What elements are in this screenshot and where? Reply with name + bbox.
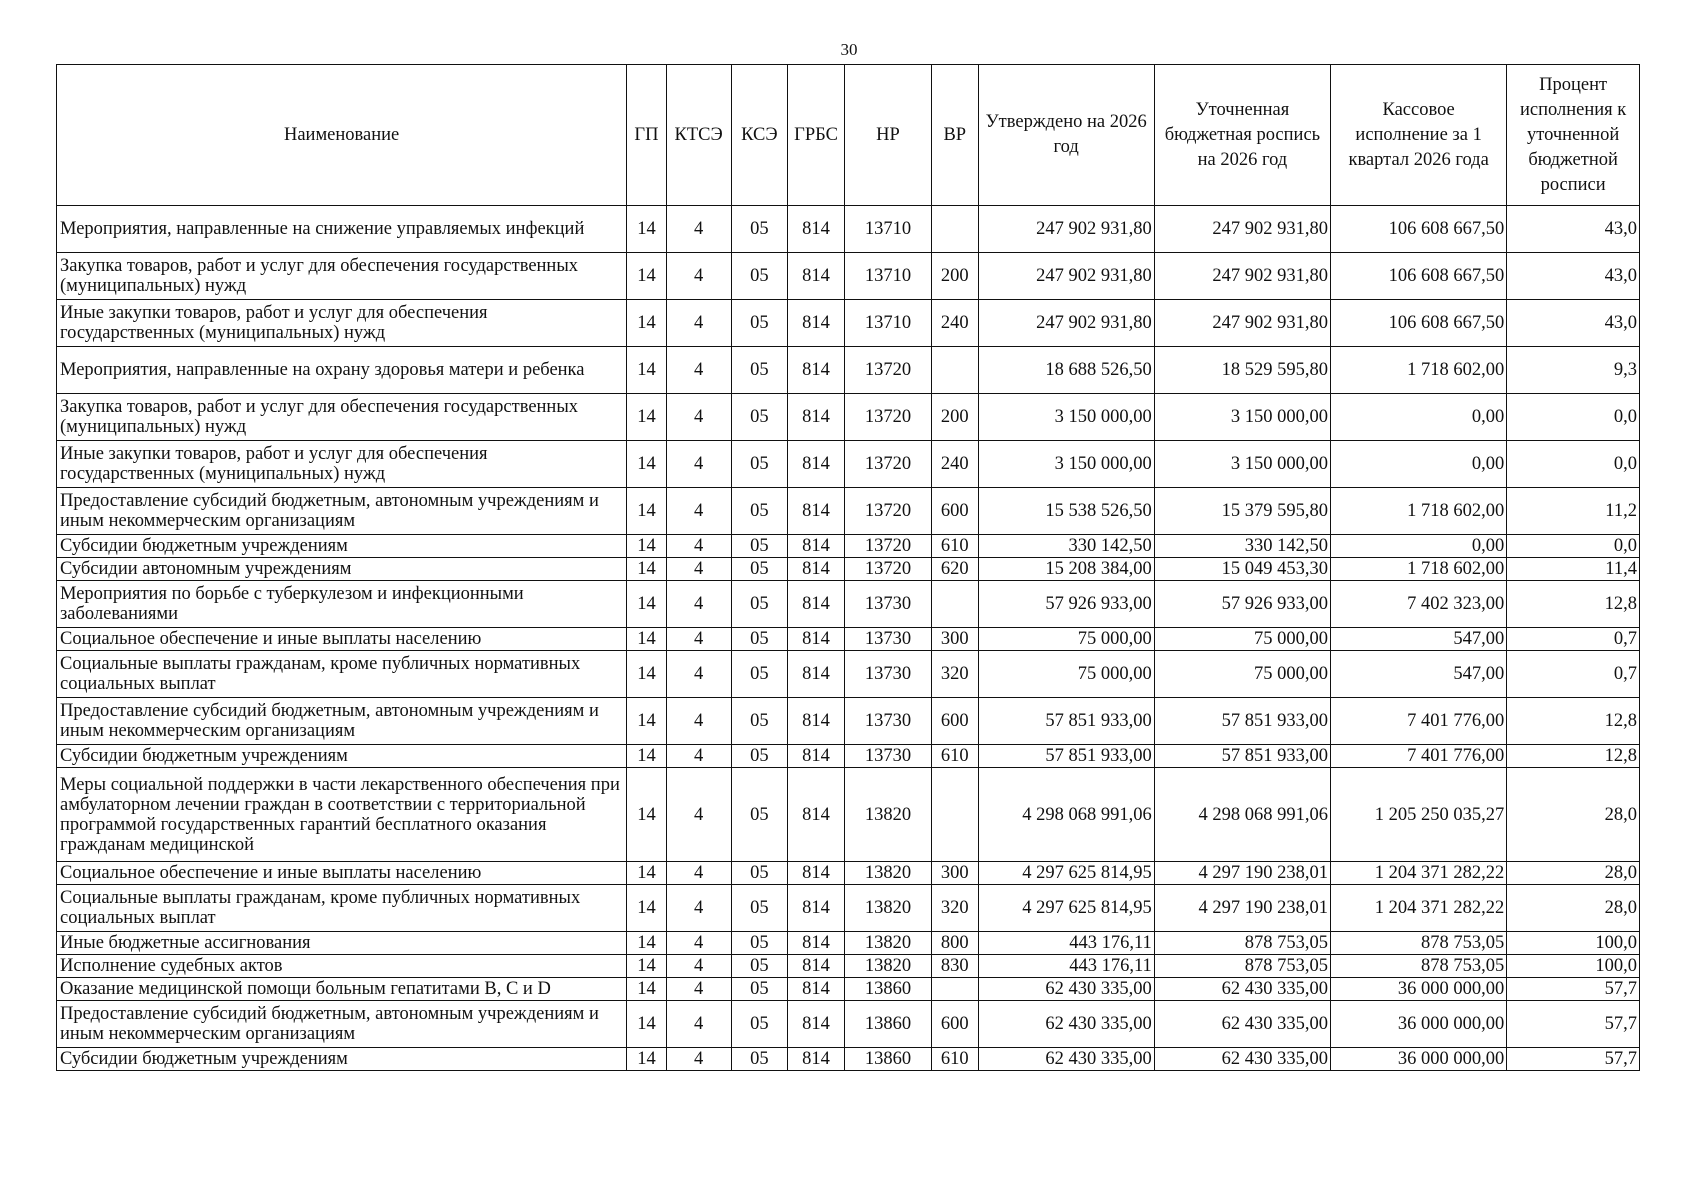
cell-cash: 1 718 602,00	[1331, 558, 1507, 581]
cell-kse: 05	[731, 1048, 788, 1071]
cell-refined: 62 430 335,00	[1154, 978, 1330, 1001]
cell-approved: 3 150 000,00	[978, 394, 1154, 441]
cell-nr: 13710	[844, 253, 931, 300]
header-grbs: ГРБС	[788, 65, 845, 206]
cell-vr: 600	[932, 1001, 979, 1048]
header-percent: Процент исполнения к уточненной бюджетной росписи	[1507, 65, 1640, 206]
table-row	[57, 206, 1640, 253]
row-name: Субсидии бюджетным учреждениям	[57, 535, 627, 558]
cell-cash: 1 718 602,00	[1331, 347, 1507, 394]
cell-grbs: 814	[788, 558, 845, 581]
cell-cash: 106 608 667,50	[1331, 253, 1507, 300]
cell-refined: 4 298 068 991,06	[1154, 768, 1330, 862]
cell-vr: 240	[932, 300, 979, 347]
cell-kse: 05	[731, 1001, 788, 1048]
table-row	[57, 581, 1640, 628]
cell-percent: 9,3	[1507, 347, 1640, 394]
cell-kse: 05	[731, 347, 788, 394]
cell-vr: 320	[932, 885, 979, 932]
row-name: Субсидии бюджетным учреждениям	[57, 745, 627, 768]
cell-gp: 14	[627, 651, 666, 698]
cell-approved: 18 688 526,50	[978, 347, 1154, 394]
cell-vr	[932, 768, 979, 862]
cell-nr: 13820	[844, 768, 931, 862]
cell-vr	[932, 347, 979, 394]
cell-vr: 300	[932, 862, 979, 885]
cell-kse: 05	[731, 651, 788, 698]
header-approved: Утверждено на 2026 год	[978, 65, 1154, 206]
cell-grbs: 814	[788, 1048, 845, 1071]
cell-grbs: 814	[788, 885, 845, 932]
cell-refined: 3 150 000,00	[1154, 441, 1330, 488]
budget-table	[56, 64, 1640, 1071]
cell-grbs: 814	[788, 932, 845, 955]
cell-gp: 14	[627, 885, 666, 932]
cell-ktse: 4	[666, 1001, 731, 1048]
cell-nr: 13720	[844, 441, 931, 488]
cell-ktse: 4	[666, 535, 731, 558]
cell-gp: 14	[627, 628, 666, 651]
cell-approved: 247 902 931,80	[978, 206, 1154, 253]
row-name: Мероприятия по борьбе с туберкулезом и инфекционными заболеваниями	[57, 581, 627, 628]
cell-cash: 878 753,05	[1331, 932, 1507, 955]
cell-kse: 05	[731, 698, 788, 745]
cell-vr: 600	[932, 698, 979, 745]
cell-refined: 18 529 595,80	[1154, 347, 1330, 394]
cell-approved: 57 851 933,00	[978, 698, 1154, 745]
cell-refined: 62 430 335,00	[1154, 1001, 1330, 1048]
row-name: Закупка товаров, работ и услуг для обеспечения государственных (муниципальных) нужд	[57, 253, 627, 300]
cell-gp: 14	[627, 558, 666, 581]
header-ktse: КТСЭ	[666, 65, 731, 206]
cell-vr: 610	[932, 535, 979, 558]
cell-percent: 0,7	[1507, 651, 1640, 698]
cell-ktse: 4	[666, 745, 731, 768]
table-row	[57, 1048, 1640, 1071]
cell-gp: 14	[627, 768, 666, 862]
cell-vr: 200	[932, 394, 979, 441]
row-name: Социальное обеспечение и иные выплаты населению	[57, 862, 627, 885]
cell-nr: 13730	[844, 628, 931, 651]
table-row	[57, 698, 1640, 745]
cell-refined: 75 000,00	[1154, 651, 1330, 698]
cell-vr: 610	[932, 1048, 979, 1071]
table-row	[57, 253, 1640, 300]
cell-refined: 4 297 190 238,01	[1154, 862, 1330, 885]
cell-nr: 13720	[844, 394, 931, 441]
cell-nr: 13710	[844, 206, 931, 253]
table-row	[57, 394, 1640, 441]
table-row	[57, 347, 1640, 394]
row-name: Мероприятия, направленные на охрану здоровья матери и ребенка	[57, 347, 627, 394]
cell-refined: 247 902 931,80	[1154, 206, 1330, 253]
cell-percent: 0,0	[1507, 535, 1640, 558]
row-name: Социальные выплаты гражданам, кроме публичных нормативных социальных выплат	[57, 651, 627, 698]
cell-cash: 547,00	[1331, 651, 1507, 698]
cell-nr: 13720	[844, 535, 931, 558]
cell-cash: 7 401 776,00	[1331, 745, 1507, 768]
cell-grbs: 814	[788, 978, 845, 1001]
table-row	[57, 932, 1640, 955]
cell-approved: 15 208 384,00	[978, 558, 1154, 581]
cell-cash: 36 000 000,00	[1331, 1048, 1507, 1071]
cell-percent: 57,7	[1507, 1048, 1640, 1071]
cell-refined: 57 926 933,00	[1154, 581, 1330, 628]
cell-percent: 57,7	[1507, 1001, 1640, 1048]
cell-ktse: 4	[666, 768, 731, 862]
cell-grbs: 814	[788, 768, 845, 862]
page-number: 30	[840, 40, 858, 59]
cell-vr: 300	[932, 628, 979, 651]
cell-ktse: 4	[666, 206, 731, 253]
cell-vr: 830	[932, 955, 979, 978]
cell-vr: 800	[932, 932, 979, 955]
cell-nr: 13820	[844, 932, 931, 955]
cell-kse: 05	[731, 441, 788, 488]
header-nr: НР	[844, 65, 931, 206]
cell-kse: 05	[731, 535, 788, 558]
cell-approved: 3 150 000,00	[978, 441, 1154, 488]
cell-ktse: 4	[666, 1048, 731, 1071]
cell-nr: 13820	[844, 862, 931, 885]
header-refined: Уточненная бюджетная роспись на 2026 год	[1154, 65, 1330, 206]
cell-nr: 13730	[844, 651, 931, 698]
cell-refined: 57 851 933,00	[1154, 745, 1330, 768]
cell-cash: 547,00	[1331, 628, 1507, 651]
cell-ktse: 4	[666, 581, 731, 628]
cell-kse: 05	[731, 768, 788, 862]
cell-ktse: 4	[666, 488, 731, 535]
cell-grbs: 814	[788, 488, 845, 535]
table-row	[57, 535, 1640, 558]
cell-grbs: 814	[788, 651, 845, 698]
cell-approved: 443 176,11	[978, 932, 1154, 955]
cell-gp: 14	[627, 300, 666, 347]
table-row	[57, 745, 1640, 768]
cell-percent: 28,0	[1507, 768, 1640, 862]
cell-vr	[932, 206, 979, 253]
row-name: Субсидии автономным учреждениям	[57, 558, 627, 581]
cell-percent: 43,0	[1507, 253, 1640, 300]
cell-grbs: 814	[788, 745, 845, 768]
cell-refined: 15 049 453,30	[1154, 558, 1330, 581]
cell-kse: 05	[731, 581, 788, 628]
cell-approved: 330 142,50	[978, 535, 1154, 558]
cell-gp: 14	[627, 1048, 666, 1071]
cell-cash: 0,00	[1331, 394, 1507, 441]
cell-kse: 05	[731, 558, 788, 581]
cell-approved: 247 902 931,80	[978, 300, 1154, 347]
header-kse: КСЭ	[731, 65, 788, 206]
cell-approved: 4 297 625 814,95	[978, 862, 1154, 885]
cell-gp: 14	[627, 206, 666, 253]
table-row	[57, 978, 1640, 1001]
row-name: Предоставление субсидий бюджетным, автономным учреждениям и иным некоммерческим организациям	[57, 488, 627, 535]
table-header-row	[57, 65, 1640, 206]
cell-cash: 36 000 000,00	[1331, 1001, 1507, 1048]
cell-ktse: 4	[666, 347, 731, 394]
cell-percent: 43,0	[1507, 206, 1640, 253]
cell-refined: 4 297 190 238,01	[1154, 885, 1330, 932]
table-row	[57, 651, 1640, 698]
cell-ktse: 4	[666, 558, 731, 581]
cell-percent: 28,0	[1507, 862, 1640, 885]
cell-cash: 36 000 000,00	[1331, 978, 1507, 1001]
cell-ktse: 4	[666, 932, 731, 955]
cell-cash: 7 401 776,00	[1331, 698, 1507, 745]
cell-approved: 62 430 335,00	[978, 1048, 1154, 1071]
cell-gp: 14	[627, 441, 666, 488]
table-row	[57, 628, 1640, 651]
cell-grbs: 814	[788, 300, 845, 347]
cell-refined: 878 753,05	[1154, 955, 1330, 978]
cell-vr	[932, 581, 979, 628]
row-name: Субсидии бюджетным учреждениям	[57, 1048, 627, 1071]
cell-kse: 05	[731, 955, 788, 978]
cell-ktse: 4	[666, 441, 731, 488]
cell-percent: 12,8	[1507, 581, 1640, 628]
table-body	[57, 206, 1640, 1071]
table-row	[57, 558, 1640, 581]
cell-nr: 13730	[844, 698, 931, 745]
cell-refined: 3 150 000,00	[1154, 394, 1330, 441]
cell-cash: 0,00	[1331, 441, 1507, 488]
cell-ktse: 4	[666, 862, 731, 885]
cell-nr: 13720	[844, 347, 931, 394]
cell-gp: 14	[627, 253, 666, 300]
cell-vr: 240	[932, 441, 979, 488]
row-name: Предоставление субсидий бюджетным, автономным учреждениям и иным некоммерческим организациям	[57, 1001, 627, 1048]
header-vr: ВР	[932, 65, 979, 206]
cell-vr: 600	[932, 488, 979, 535]
cell-approved: 62 430 335,00	[978, 1001, 1154, 1048]
cell-grbs: 814	[788, 347, 845, 394]
cell-cash: 1 205 250 035,27	[1331, 768, 1507, 862]
table-row	[57, 885, 1640, 932]
cell-grbs: 814	[788, 206, 845, 253]
cell-percent: 100,0	[1507, 955, 1640, 978]
cell-gp: 14	[627, 347, 666, 394]
table-row	[57, 488, 1640, 535]
cell-refined: 15 379 595,80	[1154, 488, 1330, 535]
cell-gp: 14	[627, 955, 666, 978]
cell-kse: 05	[731, 932, 788, 955]
cell-nr: 13730	[844, 745, 931, 768]
cell-kse: 05	[731, 628, 788, 651]
cell-vr: 610	[932, 745, 979, 768]
cell-gp: 14	[627, 1001, 666, 1048]
cell-approved: 57 851 933,00	[978, 745, 1154, 768]
cell-approved: 62 430 335,00	[978, 978, 1154, 1001]
cell-kse: 05	[731, 206, 788, 253]
cell-approved: 57 926 933,00	[978, 581, 1154, 628]
cell-approved: 4 297 625 814,95	[978, 885, 1154, 932]
cell-percent: 100,0	[1507, 932, 1640, 955]
cell-ktse: 4	[666, 300, 731, 347]
cell-approved: 75 000,00	[978, 651, 1154, 698]
cell-approved: 4 298 068 991,06	[978, 768, 1154, 862]
row-name: Иные закупки товаров, работ и услуг для обеспечения государственных (муниципальных) нужд	[57, 300, 627, 347]
cell-percent: 11,2	[1507, 488, 1640, 535]
cell-grbs: 814	[788, 535, 845, 558]
cell-vr: 320	[932, 651, 979, 698]
cell-ktse: 4	[666, 628, 731, 651]
cell-grbs: 814	[788, 698, 845, 745]
cell-gp: 14	[627, 978, 666, 1001]
cell-gp: 14	[627, 488, 666, 535]
cell-cash: 0,00	[1331, 535, 1507, 558]
header-gp: ГП	[627, 65, 666, 206]
row-name: Иные закупки товаров, работ и услуг для обеспечения государственных (муниципальных) нужд	[57, 441, 627, 488]
cell-refined: 57 851 933,00	[1154, 698, 1330, 745]
cell-grbs: 814	[788, 253, 845, 300]
row-name: Иные бюджетные ассигнования	[57, 932, 627, 955]
cell-cash: 7 402 323,00	[1331, 581, 1507, 628]
cell-percent: 43,0	[1507, 300, 1640, 347]
header-cash: Кассовое исполнение за 1 квартал 2026 года	[1331, 65, 1507, 206]
cell-ktse: 4	[666, 978, 731, 1001]
row-name: Социальное обеспечение и иные выплаты населению	[57, 628, 627, 651]
cell-cash: 1 204 371 282,22	[1331, 862, 1507, 885]
cell-gp: 14	[627, 581, 666, 628]
cell-percent: 0,0	[1507, 441, 1640, 488]
cell-grbs: 814	[788, 441, 845, 488]
cell-nr: 13860	[844, 1001, 931, 1048]
row-name: Социальные выплаты гражданам, кроме публичных нормативных социальных выплат	[57, 885, 627, 932]
cell-gp: 14	[627, 932, 666, 955]
cell-nr: 13860	[844, 978, 931, 1001]
cell-kse: 05	[731, 978, 788, 1001]
cell-nr: 13860	[844, 1048, 931, 1071]
cell-grbs: 814	[788, 628, 845, 651]
cell-percent: 12,8	[1507, 698, 1640, 745]
cell-kse: 05	[731, 745, 788, 768]
table-row	[57, 1001, 1640, 1048]
cell-ktse: 4	[666, 253, 731, 300]
cell-nr: 13820	[844, 885, 931, 932]
cell-refined: 330 142,50	[1154, 535, 1330, 558]
cell-grbs: 814	[788, 1001, 845, 1048]
cell-percent: 57,7	[1507, 978, 1640, 1001]
cell-refined: 247 902 931,80	[1154, 253, 1330, 300]
cell-nr: 13720	[844, 558, 931, 581]
row-name: Закупка товаров, работ и услуг для обеспечения государственных (муниципальных) нужд	[57, 394, 627, 441]
cell-ktse: 4	[666, 698, 731, 745]
cell-cash: 1 718 602,00	[1331, 488, 1507, 535]
cell-approved: 247 902 931,80	[978, 253, 1154, 300]
cell-vr	[932, 978, 979, 1001]
cell-percent: 28,0	[1507, 885, 1640, 932]
row-name: Оказание медицинской помощи больным гепатитами B, C и D	[57, 978, 627, 1001]
cell-ktse: 4	[666, 955, 731, 978]
cell-vr: 620	[932, 558, 979, 581]
cell-cash: 878 753,05	[1331, 955, 1507, 978]
table-row	[57, 441, 1640, 488]
cell-cash: 106 608 667,50	[1331, 300, 1507, 347]
cell-kse: 05	[731, 488, 788, 535]
cell-approved: 443 176,11	[978, 955, 1154, 978]
cell-grbs: 814	[788, 862, 845, 885]
cell-percent: 12,8	[1507, 745, 1640, 768]
cell-ktse: 4	[666, 885, 731, 932]
cell-gp: 14	[627, 535, 666, 558]
cell-cash: 106 608 667,50	[1331, 206, 1507, 253]
cell-gp: 14	[627, 745, 666, 768]
cell-kse: 05	[731, 300, 788, 347]
cell-vr: 200	[932, 253, 979, 300]
cell-gp: 14	[627, 698, 666, 745]
cell-grbs: 814	[788, 581, 845, 628]
table-row	[57, 862, 1640, 885]
cell-approved: 75 000,00	[978, 628, 1154, 651]
cell-cash: 1 204 371 282,22	[1331, 885, 1507, 932]
cell-kse: 05	[731, 862, 788, 885]
cell-kse: 05	[731, 394, 788, 441]
cell-nr: 13730	[844, 581, 931, 628]
cell-nr: 13720	[844, 488, 931, 535]
row-name: Предоставление субсидий бюджетным, автономным учреждениям и иным некоммерческим организациям	[57, 698, 627, 745]
cell-percent: 0,7	[1507, 628, 1640, 651]
cell-percent: 11,4	[1507, 558, 1640, 581]
table-row	[57, 955, 1640, 978]
cell-ktse: 4	[666, 394, 731, 441]
row-name: Меры социальной поддержки в части лекарственного обеспечения при амбулаторном лечении граждан в соответствии с территориальной программой государственных гарантий бесплатного оказания гражданам медицинской	[57, 768, 627, 862]
cell-refined: 878 753,05	[1154, 932, 1330, 955]
row-name: Мероприятия, направленные на снижение управляемых инфекций	[57, 206, 627, 253]
table-row	[57, 300, 1640, 347]
header-name: Наименование	[57, 65, 627, 206]
cell-kse: 05	[731, 885, 788, 932]
cell-grbs: 814	[788, 394, 845, 441]
cell-refined: 247 902 931,80	[1154, 300, 1330, 347]
cell-nr: 13710	[844, 300, 931, 347]
cell-percent: 0,0	[1507, 394, 1640, 441]
cell-ktse: 4	[666, 651, 731, 698]
table-row	[57, 768, 1640, 862]
row-name: Исполнение судебных актов	[57, 955, 627, 978]
cell-gp: 14	[627, 394, 666, 441]
cell-nr: 13820	[844, 955, 931, 978]
cell-refined: 62 430 335,00	[1154, 1048, 1330, 1071]
cell-grbs: 814	[788, 955, 845, 978]
cell-approved: 15 538 526,50	[978, 488, 1154, 535]
cell-refined: 75 000,00	[1154, 628, 1330, 651]
cell-kse: 05	[731, 253, 788, 300]
cell-gp: 14	[627, 862, 666, 885]
